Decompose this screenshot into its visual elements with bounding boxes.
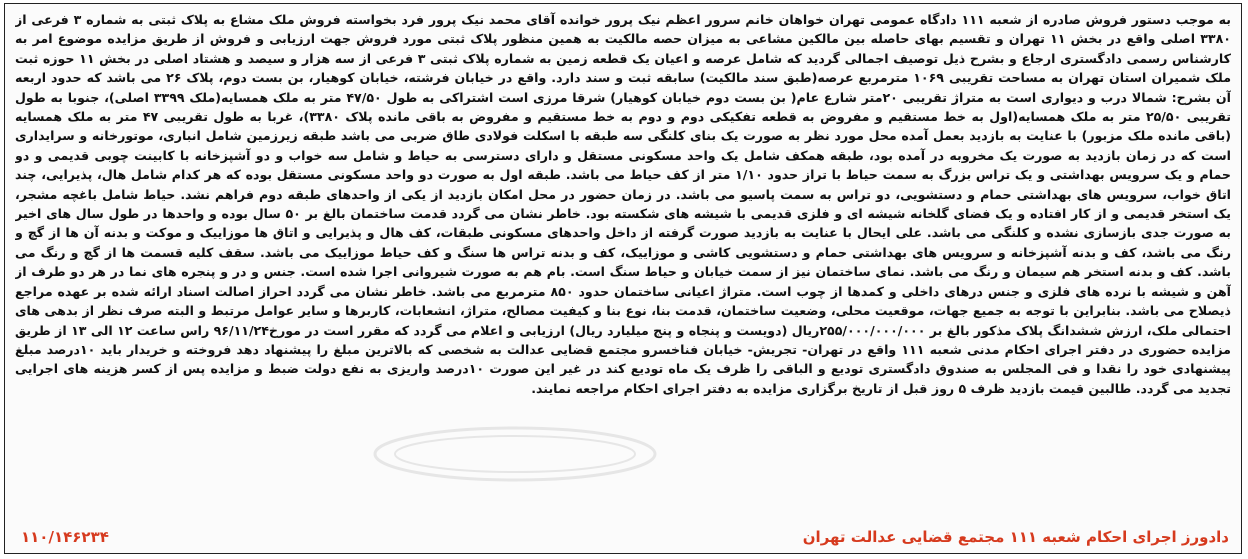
notice-footer [5,525,1241,553]
signature-line: دادورز اجرای احکام شعبه ۱۱۱ مجتمع قضایی عدالت تهران [802,528,1229,546]
notice-body: به موجب دستور فروش صادره از شعبه ۱۱۱ دادگاه عمومی تهران خواهان خانم سرور اعظم نیک پرور خوانده آقای محمد نیک پرور فرد بخواسته فروش ملک مشاع به پلاک ثبتی به شماره ۳ فرعی از ۳۳۸۰ اصلی واقع در بخش ۱۱ تهران و تقسیم بهای حاصله بین مالکین مشاعی به میزان حصه مالکیت به همین منظور پلاک ثبتی مورد فروش جهت ارزیابی و فروش از طریق مزایده موضوع امر به کارشناس رسمی دادگستری ارجاع و بشرح ذیل توصیف اجمالی گردید که شامل عرصه و اعیان یک قطعه زمین به شماره پلاک ثبتی ۳ فرعی از سه هزار و سیصد و هشتاد اصلی در بخش ۱۱ حوزه ثبت ملک شمیران استان تهران به مساحت تقریبی ۱۰۶۹ مترمربع عرصه(طبق سند مالکیت) سابقه ثبت و سند دارد. واقع در خیابان فرشته، خیابان کوهیار، بن بست دوم، پلاک ۲۶ می باشد که حدود اربعه آن بشرح: شمالا درب و دیواری است به متراژ تقریبی ۲۰متر شارع عام( بن بست دوم خیابان کوهیار) شرقا مرزی است اشتراکی به طول ۴۷/۵۰ متر به ملک همسایه(ملک ۳۳۹۹ اصلی)، جنوبا به طول تقریبی ۲۵/۵۰ متر به ملک همسایه(اول به خط مستقیم و مفروض به قطعه تفکیکی دوم و دوم به خط مستقیم و مفروض به باقی مانده پلاک ۳۳۸۰)، غربا به طول تقریبی ۴۷ متر به ملک همسایه (باقی مانده ملک مزبور) با عنایت به بازدید بعمل آمده محل مورد نظر به صورت یک بنای کلنگی سه طبقه با اسکلت فولادی طاق ضربی می باشد طبقه زیرزمین شامل انباری، موتورخانه و سرایداری است که در زمان بازدید به صورت یک مخروبه در آمده بود، طبقه همکف شامل یک واحد مسکونی مستقل و دارای دسترسی به حیاط و شامل سه خواب و دو آشپزخانه با کابینت چوبی قدیمی و دو حمام و یک سرویس بهداشتی و یک تراس بزرگ به سمت حیاط با تراز حدود ۱/۱۰ متر از کف حیاط می باشد. طبقه اول به صورت دو واحد مسکونی مستقل بوده که هر کدام شامل هال، پذیرایی، چند اتاق خواب، سرویس های بهداشتی حمام و دستشویی، دو تراس به سمت پاسیو می باشد. در زمان حضور در محل امکان بازدید از یکی از واحدهای طبقه دوم فراهم نشد. حیاط شامل باغچه مشجر، یک استخر قدیمی و از کار افتاده و یک فضای گلخانه شیشه ای و فلزی قدیمی با شیشه های شکسته بود. خاطر نشان می گردد قدمت ساختمان بالغ بر ۵۰ سال بوده و واحدها در طول سال های اخیر به صورت جدی بازسازی نشده و کلنگی می باشد. علی ایحال با عنایت به بازدید صورت گرفته از داخل واحدهای مسکونی طبقات، کف هال و پذیرایی و اتاق ها موزاییک و موکت و بدنه آن ها از گچ و رنگ می باشد، کف و بدنه آشپزخانه و سرویس های بهداشتی حمام و دستشویی کاشی و موزاییک، کف و بدنه تراس ها سنگ و کف حیاط موزاییک می باشد. سقف کلیه قسمت ها از گچ و رنگ می باشد. کف و بدنه استخر هم سیمان و رنگ می باشد. نمای ساختمان نیز از سمت خیابان و حیاط سنگ است. بام هم به صورت شیروانی اجرا شده است. جنس و در و پنجره های نما در هر دو طرف از آهن و شیشه با نرده های فلزی و جنس درهای داخلی و کمدها از چوب است. متراژ اعیانی ساختمان حدود ۸۵۰ مترمربع می باشد. خاطر نشان می گردد احراز اصالت اسناد ارائه شده بر عهده مراجع ذیصلاح می باشد. بنابراین با توجه به جمیع جهات، موقعیت محلی، وضعیت ساختمان، قدمت بنا، نوع بنا و کیفیت مصالح، متراژ، انشعابات، کاربرها و سایر عوامل مرتبط و البته صرف نظر از بدهی های احتمالی ملک، ارزش ششدانگ پلاک مذکور بالغ بر ۲۵۵/۰۰۰/۰۰۰/۰۰۰ریال (دویست و پنجاه و پنج میلیارد ریال) ارزیابی و اعلام می گردد که مقرر است در مورخ۹۶/۱۱/۲۴ راس ساعت ۱۲ الی ۱۳ از طریق مزایده حضوری در دفتر اجرای احکام مدنی شعبه ۱۱۱ واقع در تهران- تجریش- خیابان فناخسرو مجتمع قضایی عدالت به شخصی که بالاترین مبلغ را پیشنهاد دهد فروخته و خریدار باید ۱۰درصد مبلغ پیشنهادی خود را نقدا و فی المجلس به صندوق دادگستری تودیع و الباقی را ظرف یک ماه تودیع کند در غیر این صورت ۱۰درصد واریزی به نفع دولت ضبط و مزایده پس از کسر هزینه های اجرایی تجدید می گردد. طالبین قیمت بازدید ظرف ۵ روز قبل از تاریخ برگزاری مزایده به دفتر اجرای احکام مراجعه نمایند. [15,12,1231,396]
auction-notice [4,3,1242,554]
notice-code: ۱۱۰/۱۴۶۲۳۴ [21,528,109,546]
